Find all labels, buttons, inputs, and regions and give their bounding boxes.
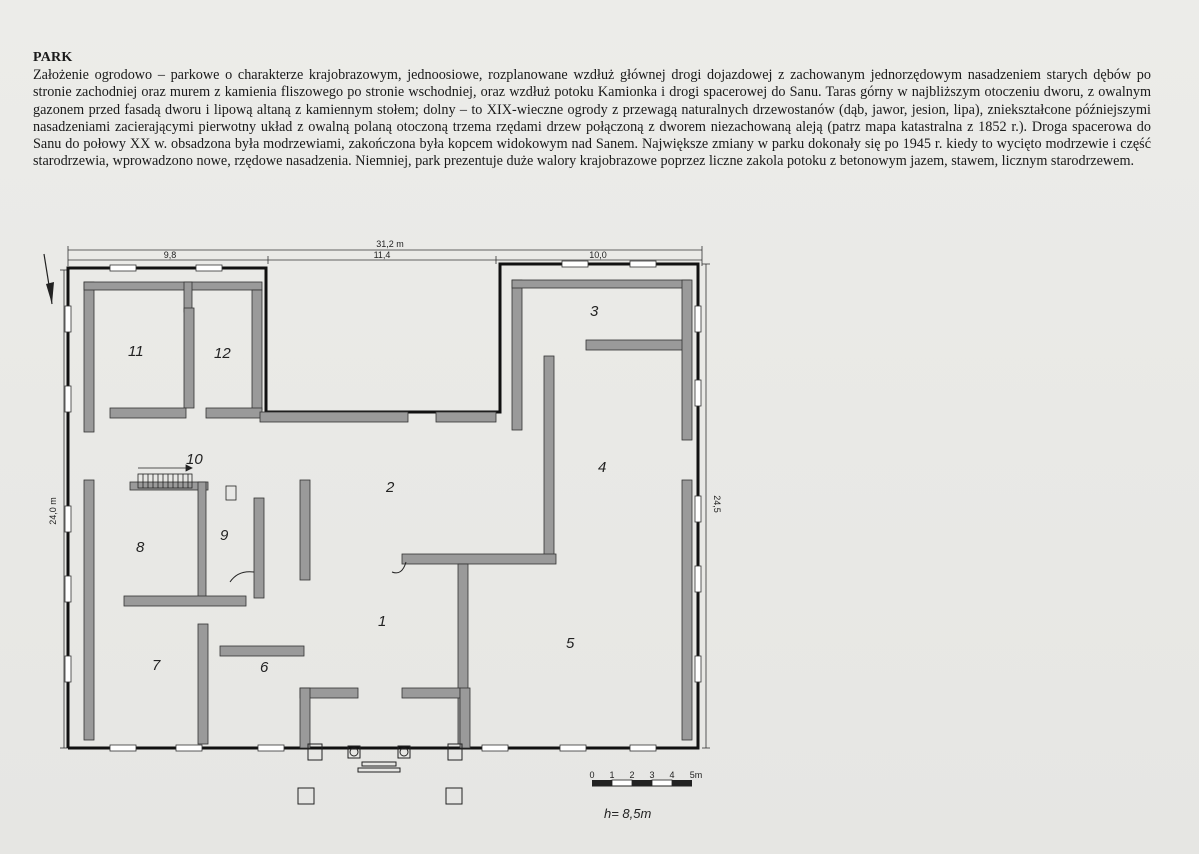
outer-walls <box>68 264 698 748</box>
scale-tick: 1 <box>609 770 615 780</box>
room-number: 10 <box>186 451 203 468</box>
room-number: 8 <box>136 539 145 556</box>
north-arrow-icon <box>44 254 54 304</box>
description-paragraph: Założenie ogrodowo – parkowe o charakterze krajobrazowym, jednoosiowe, rozplanowane wzdłuż głównej drogi dojazdowej z zachowanym jednorzędowym nasadzeniem starych dębów po stronie zachodniej oraz murem z kamienia fliszowego po stronie wschodniej, oraz wzdłuż potoku Kamionka i drogi spacerowej do Sanu. Taras górny w najbliższym otoczeniu dworu, z owalnym gazonem przed fasadą dworu i lipową altaną z kamiennym stołem; dolny – to XIX-wieczne ogrody z przewagą naturalnych drzewostanów (dąb, jawor, jesion, lipa), zniekształcone późniejszymi nasadzeniami zacierającymi pierwotny układ z owalną polaną otoczoną trzema rzędami drzew połączoną z dworem niezachowaną aleją (patrz mapa katastralna z 1852 r.). Droga spacerowa do Sanu do połowy XX w. obsadzona była modrzewiami, zakończona była kopcem widokowym nad Sanem. Największe zmiany w parku dokonały się po 1945 r. kiedy to wycięto modrzewie i część starodrzewia, wprowadzono nowe, rzędowe nasadzenia. Niemniej, park prezentuje duże walory krajobrazowe poprzez liczne zakola potoku z betonowym jazem, stawem, licznym starodrzewem. <box>33 67 1151 170</box>
room-number: 1 <box>378 613 387 630</box>
dim-total-width: 31,2 m <box>376 239 404 249</box>
scale-tick: 3 <box>649 770 655 780</box>
room-number: 5 <box>566 635 575 652</box>
dim-left-wing: 9,8 <box>163 250 177 260</box>
height-note: h= 8,5m <box>604 806 652 821</box>
dim-right-wing: 10,0 <box>589 250 607 260</box>
room-number: 3 <box>590 303 599 320</box>
room-number: 11 <box>128 343 144 360</box>
floor-plan-drawing <box>30 236 730 836</box>
dim-right-height: 24,5 <box>712 495 722 513</box>
scale-tick: 0 <box>589 770 595 780</box>
windows <box>65 261 701 751</box>
dim-left-height: 24,0 m <box>48 497 58 525</box>
scale-tick: 5m <box>689 770 703 780</box>
room-number: 6 <box>260 659 269 676</box>
room-number: 9 <box>220 527 229 544</box>
inner-walls <box>84 280 692 748</box>
room-number: 12 <box>214 345 231 362</box>
room-number: 4 <box>598 459 607 476</box>
entrance-porch <box>230 562 462 804</box>
floor-plan <box>30 236 730 836</box>
room-number: 2 <box>386 479 395 496</box>
scale-bar <box>592 780 692 786</box>
dim-middle: 11,4 <box>373 250 391 260</box>
scale-tick: 2 <box>629 770 635 780</box>
page-heading: PARK <box>33 50 73 65</box>
scale-tick: 4 <box>669 770 675 780</box>
room-number: 7 <box>152 657 161 674</box>
